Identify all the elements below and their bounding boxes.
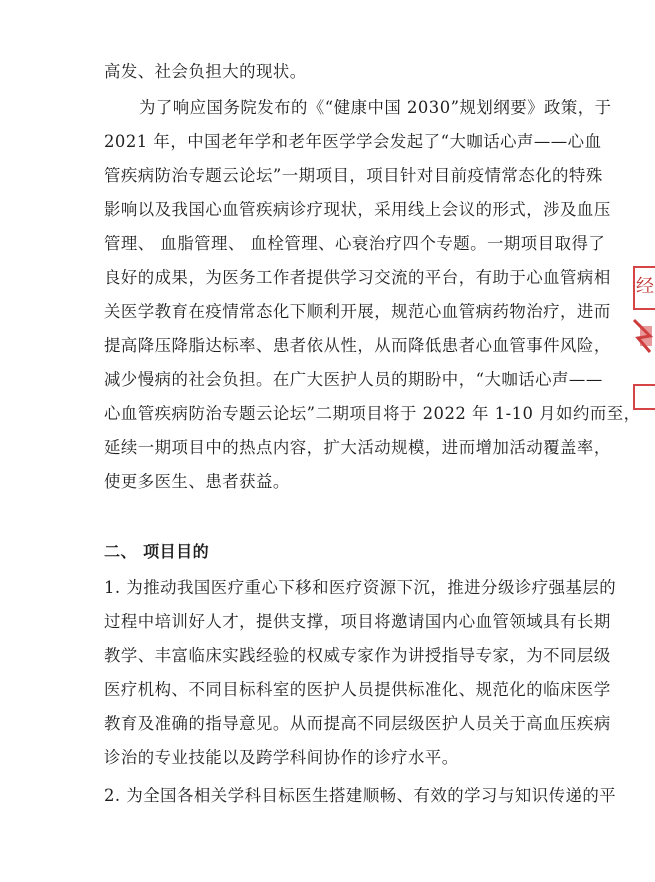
paragraph-line: 良好的成果，为医务工作者提供学习交流的平台，有助于心血管病相 [104, 268, 611, 287]
seal-fragment [633, 384, 655, 410]
paragraph-line: 关医学教育在疫情常态化下顺利开展，规范心血管病药物治疗，进而 [104, 302, 611, 321]
paragraph-line: 延续一期项目中的热点内容，扩大活动规模，进而增加活动覆盖率， [104, 438, 611, 457]
paragraph-line: 高发、社会负担大的现状。 [104, 62, 307, 81]
paragraph-line: 管疾病防治专题云论坛”一期项目，项目针对目前疫情常态化的特殊 [104, 166, 603, 185]
list-item-line: 过程中培训好人才，提供支撑，项目将邀请国内心血管领域具有长期 [104, 612, 611, 631]
seal-character: 经 [636, 276, 654, 297]
paragraph-line: 提高降压降脂达标率、患者依从性，从而降低患者心血管事件风险， [104, 336, 611, 355]
paragraph-line: 管理、 血脂管理、 血栓管理、心衰治疗四个专题。一期项目取得了 [104, 234, 606, 253]
list-item-line: 教学、丰富临床实践经验的权威专家作为讲授指导专家，为不同层级 [104, 646, 611, 665]
list-item-line: 2. 为全国各相关学科目标医生搭建顺畅、有效的学习与知识传递的平 [104, 786, 617, 805]
list-item-line: 1. 为推动我国医疗重心下移和医疗资源下沉，推进分级诊疗强基层的 [104, 578, 617, 597]
paragraph-line: 减少慢病的社会负担。在广大医护人员的期盼中，“大咖话心声—— [104, 370, 603, 389]
paragraph-line: 为了响应国务院发布的《“健康中国 2030”规划纲要》政策，于 [139, 98, 612, 117]
paragraph-line: 影响以及我国心血管疾病诊疗现状，采用线上会议的形式，涉及血压 [104, 200, 611, 219]
list-item-line: 诊治的专业技能以及跨学科间协作的诊疗水平。 [104, 748, 459, 767]
list-item-line: 教育及准确的指导意见。从而提高不同层级医护人员关于高血压疾病 [104, 714, 611, 733]
paragraph-line: 使更多医生、患者获益。 [104, 472, 290, 491]
seal-mark-icon [630, 316, 654, 356]
list-item-line: 医疗机构、不同目标科室的医护人员提供标准化、规范化的临床医学 [104, 680, 611, 699]
paragraph-line: 心血管疾病防治专题云论坛”二期项目将于 2022 年 1-10 月如约而至， [104, 404, 641, 423]
section-heading: 二、 项目目的 [104, 542, 210, 561]
paragraph-line: 2021 年，中国老年学和老年医学学会发起了“大咖话心声——心血 [104, 132, 602, 151]
